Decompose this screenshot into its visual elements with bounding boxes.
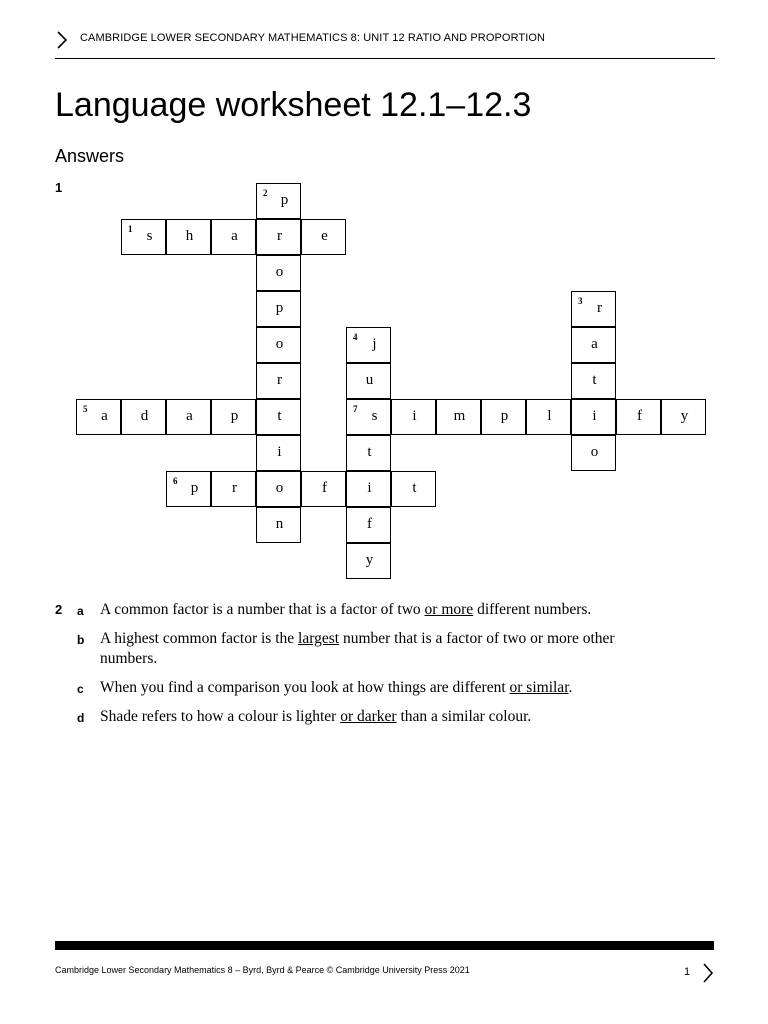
cell-letter: p [190, 480, 199, 496]
crossword-cell [256, 471, 301, 507]
item-label: a [77, 604, 84, 618]
crossword-cell [256, 255, 301, 291]
page-subtitle: Answers [55, 146, 125, 166]
item-text: A common factor is a number that is a factor of two or more different numbers. [100, 601, 592, 618]
cell-letter: t [412, 480, 417, 496]
cell-letter: n [275, 516, 284, 532]
cell-letter: m [453, 408, 466, 424]
crossword-cell [256, 507, 301, 543]
chevron-right-icon [55, 30, 69, 50]
crossword-cell [346, 435, 391, 471]
clue-number: 5 [83, 404, 88, 414]
clue-number: 3 [578, 296, 583, 306]
cell-letter: a [591, 336, 598, 352]
crossword-cell [121, 399, 166, 435]
crossword-cell [571, 291, 616, 327]
underlined-answer: or similar [509, 679, 569, 696]
cell-letter: y [680, 408, 689, 424]
crossword-cell [211, 399, 256, 435]
crossword-cell [166, 219, 211, 255]
cell-letter: e [321, 228, 328, 244]
cell-letter: o [275, 264, 284, 280]
cell-letter: a [231, 228, 238, 244]
cell-letter: i [277, 444, 282, 460]
cell-letter: h [185, 228, 194, 244]
item-text: Shade refers to how a colour is lighter or darker than a similar colour. [100, 708, 532, 725]
footer-text: Cambridge Lower Secondary Mathematics 8 – Byrd, Byrd & Pearce © Cambridge University Press 2021 [55, 965, 470, 975]
cell-letter: s [146, 228, 153, 244]
cell-letter: i [592, 408, 597, 424]
cell-letter: i [367, 480, 372, 496]
crossword-cell [616, 399, 661, 435]
crossword-cell [481, 399, 526, 435]
crossword-cell [526, 399, 571, 435]
underlined-answer: or more [424, 601, 474, 618]
cell-letter: f [637, 408, 642, 424]
underlined-answer: or darker [340, 708, 397, 725]
crossword-cell [256, 183, 301, 219]
item-label: d [77, 711, 85, 725]
crossword-cell [346, 363, 391, 399]
crossword-cell [301, 471, 346, 507]
clue-number: 1 [128, 224, 133, 234]
question-2-number: 2 [55, 602, 63, 617]
clue-number: 2 [263, 188, 268, 198]
cell-letter: r [597, 300, 602, 316]
cell-letter: y [365, 552, 374, 568]
crossword-cell [346, 471, 391, 507]
crossword-cell [256, 363, 301, 399]
cell-letter: u [365, 372, 374, 388]
crossword-cell [166, 399, 211, 435]
crossword-cell [571, 327, 616, 363]
cell-letter: a [186, 408, 193, 424]
cell-letter: r [277, 228, 282, 244]
clue-number: 4 [353, 332, 358, 342]
cell-letter: p [275, 300, 284, 316]
cell-letter: r [232, 480, 237, 496]
underlined-answer: largest [298, 630, 340, 647]
crossword-cell [256, 327, 301, 363]
crossword-cell [571, 399, 616, 435]
crossword-cell [256, 399, 301, 435]
crossword-cell [571, 363, 616, 399]
crossword-cell [256, 219, 301, 255]
cell-letter: d [140, 408, 149, 424]
footer-bar [55, 941, 714, 950]
running-header [55, 30, 715, 60]
cell-letter: t [592, 372, 597, 388]
cell-letter: l [547, 408, 552, 424]
crossword-cell [211, 219, 256, 255]
question-1-number: 1 [55, 180, 63, 195]
crossword-cell [301, 219, 346, 255]
cell-letter: p [230, 408, 239, 424]
cell-letter: p [280, 192, 289, 208]
crossword-cell [346, 507, 391, 543]
cell-letter: o [275, 480, 284, 496]
crossword-cell [346, 399, 391, 435]
clue-number: 6 [173, 476, 178, 486]
item-text: When you find a comparison you look at how things are different or similar. [100, 679, 573, 696]
cell-letter: f [322, 480, 327, 496]
cell-letter: s [371, 408, 378, 424]
crossword-cell [76, 399, 121, 435]
cell-letter: p [500, 408, 509, 424]
crossword-cell [256, 291, 301, 327]
clue-number: 7 [353, 404, 358, 414]
header-text: CAMBRIDGE LOWER SECONDARY MATHEMATICS 8: UNIT 12 RATIO AND PROPORTION [80, 32, 546, 44]
crossword-cell [571, 435, 616, 471]
cell-letter: a [101, 408, 108, 424]
crossword-cell [256, 435, 301, 471]
cell-letter: j [372, 336, 377, 352]
cell-letter: r [277, 372, 282, 388]
crossword-cell [346, 327, 391, 363]
crossword-cell [346, 543, 391, 579]
cell-letter: i [412, 408, 417, 424]
chevron-right-icon[interactable] [701, 962, 715, 984]
cell-letter: o [275, 336, 284, 352]
page-title: Language worksheet 12.1–12.3 [55, 86, 532, 124]
crossword-cell [391, 471, 436, 507]
crossword-cell [436, 399, 481, 435]
crossword-cell [166, 471, 211, 507]
header-rule [55, 58, 715, 59]
page-number: 1 [684, 966, 691, 978]
item-label: b [77, 633, 85, 647]
cell-letter: o [590, 444, 599, 460]
crossword-cell [661, 399, 706, 435]
cell-letter: t [277, 408, 282, 424]
cell-letter: t [367, 444, 372, 460]
crossword-cell [211, 471, 256, 507]
crossword-cell [391, 399, 436, 435]
item-text: A highest common factor is the largest number that is a factor of two or more other numbers. [100, 630, 615, 667]
item-label: c [77, 682, 84, 696]
cell-letter: f [367, 516, 372, 532]
crossword-cell [121, 219, 166, 255]
